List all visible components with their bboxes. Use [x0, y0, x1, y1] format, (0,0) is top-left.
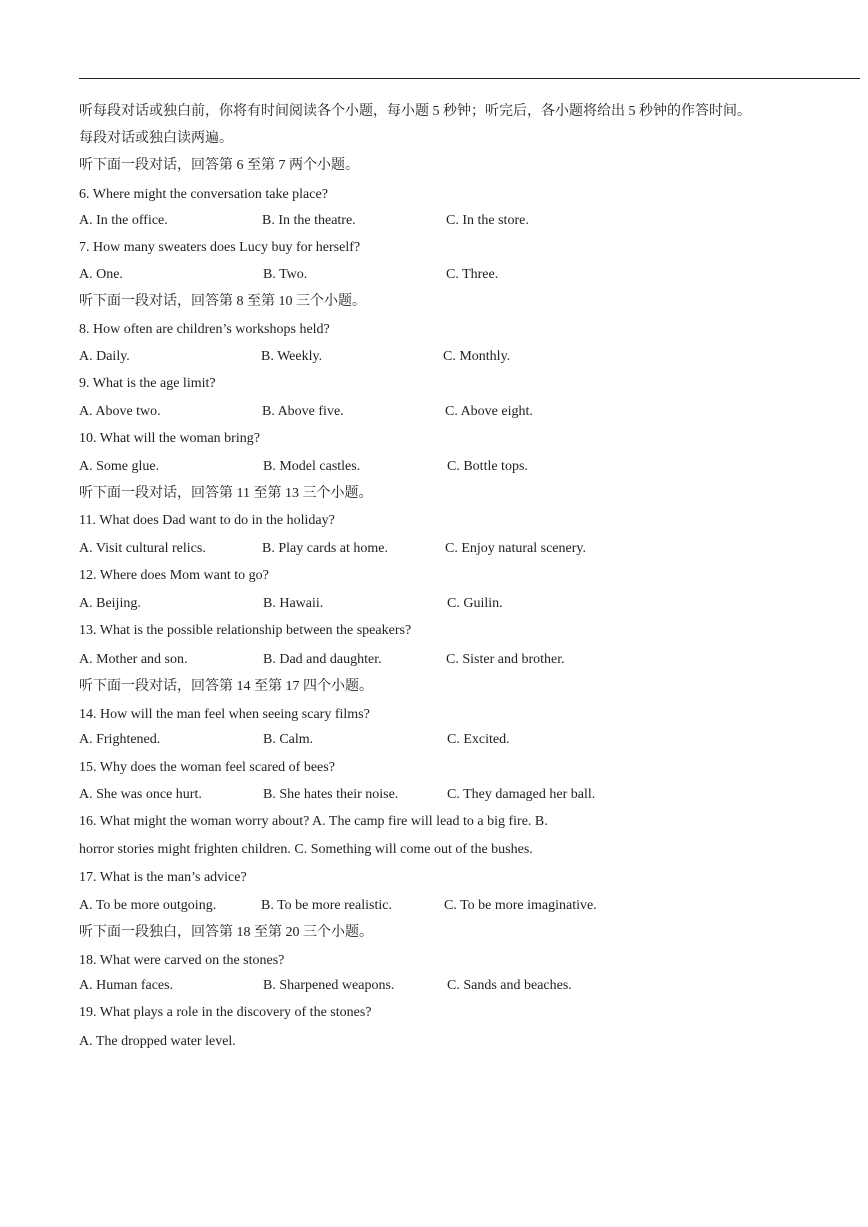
- question-10: 10. What will the woman bring?: [79, 431, 260, 446]
- option-a[interactable]: A. Human faces.: [79, 978, 174, 993]
- instruction-line-1: 听每段对话或独白前，你将有时间阅读各个小题，每小题 5 秒钟；听完后，各小题将给出 5 秒钟的作答时间。: [79, 104, 751, 119]
- question-13: 13. What is the possible relationship between the speakers?: [79, 623, 412, 638]
- question-6: 6. Where might the conversation take place?: [79, 187, 328, 202]
- option-c[interactable]: C. In the store.: [446, 213, 529, 228]
- option-a[interactable]: A. Above two.: [79, 404, 161, 419]
- option-c[interactable]: C. Excited.: [447, 732, 510, 747]
- option-b[interactable]: B. She hates their noise.: [263, 787, 399, 802]
- option-a[interactable]: A. One.: [79, 267, 123, 282]
- question-18: 18. What were carved on the stones?: [79, 953, 285, 968]
- question-14: 14. How will the man feel when seeing scary films?: [79, 707, 370, 722]
- option-a[interactable]: A. She was once hurt.: [79, 787, 202, 802]
- question-12: 12. Where does Mom want to go?: [79, 568, 269, 583]
- instruction-line-2: 每段对话或独白读两遍。: [79, 131, 233, 146]
- option-a[interactable]: A. In the office.: [79, 213, 168, 228]
- question-16-line-1: 16. What might the woman worry about? A. The camp fire will lead to a big fire. B.: [79, 814, 548, 829]
- option-a[interactable]: A. The dropped water level.: [79, 1034, 236, 1049]
- header-rule: [79, 78, 860, 79]
- option-c[interactable]: C. Enjoy natural scenery.: [445, 541, 586, 556]
- section-heading-11-13: 听下面一段对话，回答第 11 至第 13 三个小题。: [79, 486, 373, 501]
- option-c[interactable]: C. Guilin.: [447, 596, 503, 611]
- question-8: 8. How often are children’s workshops held?: [79, 322, 330, 337]
- option-b[interactable]: B. Above five.: [262, 404, 344, 419]
- option-b[interactable]: B. Calm.: [263, 732, 314, 747]
- option-a[interactable]: A. Daily.: [79, 349, 130, 364]
- option-a[interactable]: A. Some glue.: [79, 459, 160, 474]
- question-19: 19. What plays a role in the discovery of the stones?: [79, 1005, 372, 1020]
- question-9: 9. What is the age limit?: [79, 376, 216, 391]
- option-a[interactable]: A. Beijing.: [79, 596, 141, 611]
- option-b[interactable]: B. Dad and daughter.: [263, 652, 382, 667]
- option-b[interactable]: B. Two.: [263, 267, 308, 282]
- question-11: 11. What does Dad want to do in the holiday?: [79, 513, 335, 528]
- option-a[interactable]: A. Visit cultural relics.: [79, 541, 206, 556]
- option-c[interactable]: C. To be more imaginative.: [444, 898, 597, 913]
- question-7: 7. How many sweaters does Lucy buy for herself?: [79, 240, 361, 255]
- option-c[interactable]: C. Three.: [446, 267, 499, 282]
- option-c[interactable]: C. Bottle tops.: [447, 459, 528, 474]
- option-c[interactable]: C. Above eight.: [445, 404, 533, 419]
- section-heading-14-17: 听下面一段对话，回答第 14 至第 17 四个小题。: [79, 679, 373, 694]
- option-c[interactable]: C. Sands and beaches.: [447, 978, 572, 993]
- section-heading-18-20: 听下面一段独白，回答第 18 至第 20 三个小题。: [79, 925, 373, 940]
- option-a[interactable]: A. To be more outgoing.: [79, 898, 217, 913]
- question-17: 17. What is the man’s advice?: [79, 870, 247, 885]
- option-b[interactable]: B. In the theatre.: [262, 213, 356, 228]
- option-b[interactable]: B. Model castles.: [263, 459, 361, 474]
- option-b[interactable]: B. Sharpened weapons.: [263, 978, 395, 993]
- option-b[interactable]: B. To be more realistic.: [261, 898, 392, 913]
- option-c[interactable]: C. Sister and brother.: [446, 652, 565, 667]
- option-c[interactable]: C. Monthly.: [443, 349, 511, 364]
- option-a[interactable]: A. Frightened.: [79, 732, 161, 747]
- question-15: 15. Why does the woman feel scared of bees?: [79, 760, 335, 775]
- question-16-line-2: horror stories might frighten children. C. Something will come out of the bushes.: [79, 842, 533, 857]
- option-c[interactable]: C. They damaged her ball.: [447, 787, 596, 802]
- option-b[interactable]: B. Play cards at home.: [262, 541, 388, 556]
- section-heading-6-7: 听下面一段对话，回答第 6 至第 7 两个小题。: [79, 158, 359, 173]
- section-heading-8-10: 听下面一段对话，回答第 8 至第 10 三个小题。: [79, 294, 366, 309]
- option-a[interactable]: A. Mother and son.: [79, 652, 188, 667]
- option-b[interactable]: B. Hawaii.: [263, 596, 324, 611]
- option-b[interactable]: B. Weekly.: [261, 349, 323, 364]
